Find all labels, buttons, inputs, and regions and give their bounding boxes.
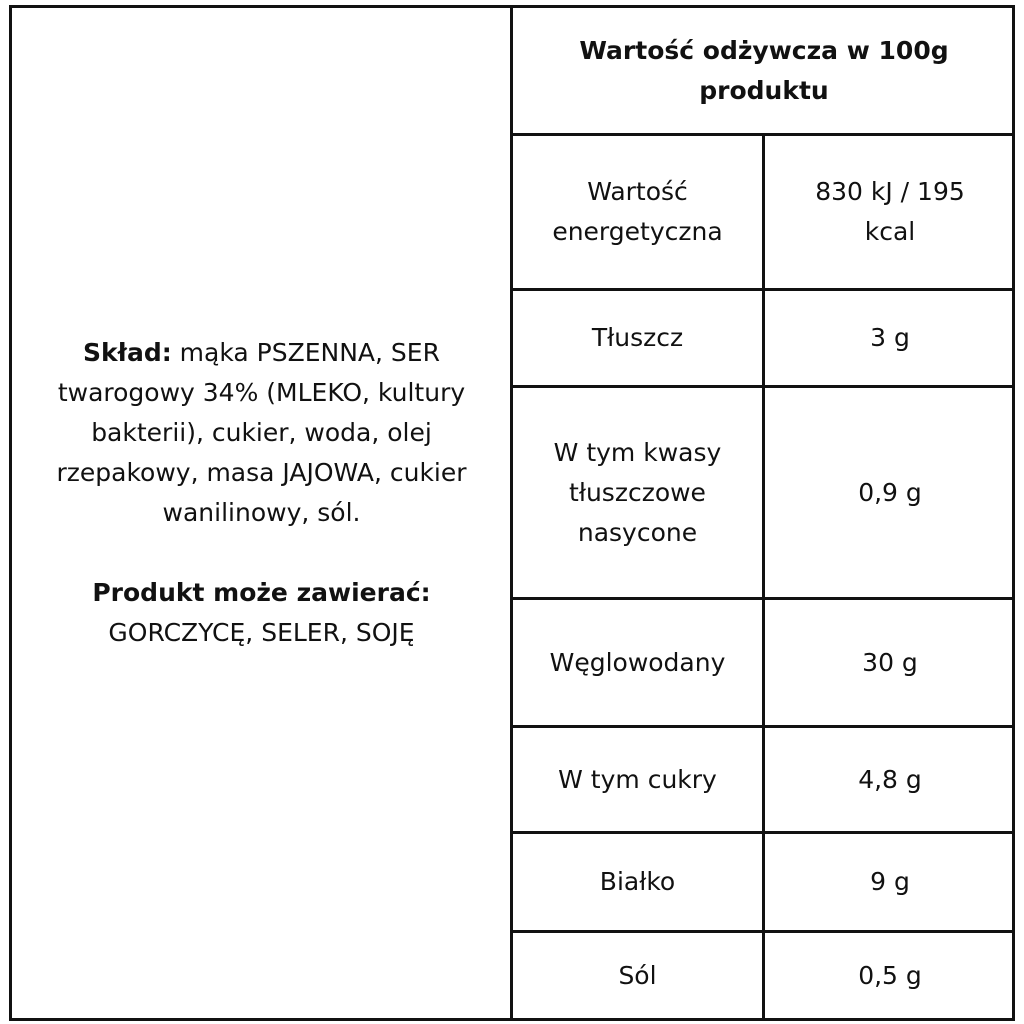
nutrient-value: 0,9 g bbox=[858, 477, 922, 507]
nutrient-name: Węglowodany bbox=[549, 647, 726, 677]
nutrient-value: 30 g bbox=[862, 647, 918, 677]
nutrient-name: Tłuszcz bbox=[591, 323, 684, 352]
nutrition-header: Wartość odżywcza w 100g produktu bbox=[579, 35, 949, 105]
nutrient-name: W tym cukry bbox=[558, 764, 717, 794]
nutrient-value: 4,8 g bbox=[858, 764, 922, 794]
nutrient-value: 830 kJ / 195 kcal bbox=[815, 177, 965, 246]
nutrient-name: Sól bbox=[618, 960, 657, 990]
ingredients-paragraph bbox=[38, 333, 485, 533]
ingredients-text: mąka PSZENNA, SER twarogowy 34% (MLEKO, kultury bakterii), cukier, woda, olej rzepakowy, masa JAJOWA, cukier wanilinowy, sól. bbox=[56, 338, 467, 527]
nutrient-name: Wartość energetyczna bbox=[552, 177, 723, 246]
nutrient-value: 3 g bbox=[870, 323, 910, 352]
nutrient-value: 0,5 g bbox=[858, 960, 922, 990]
allergens-label: Produkt może zawierać: bbox=[92, 578, 431, 607]
allergens-text: GORCZYCĘ, SELER, SOJĘ bbox=[108, 618, 415, 647]
nutrient-name: Białko bbox=[599, 867, 676, 896]
ingredients-label: Skład: bbox=[83, 338, 172, 367]
nutrient-name: W tym kwasy tłuszczowe nasycone bbox=[553, 437, 722, 547]
ingredients-panel bbox=[12, 8, 511, 1018]
allergens-paragraph bbox=[92, 573, 430, 653]
nutrient-value: 9 g bbox=[870, 867, 910, 896]
